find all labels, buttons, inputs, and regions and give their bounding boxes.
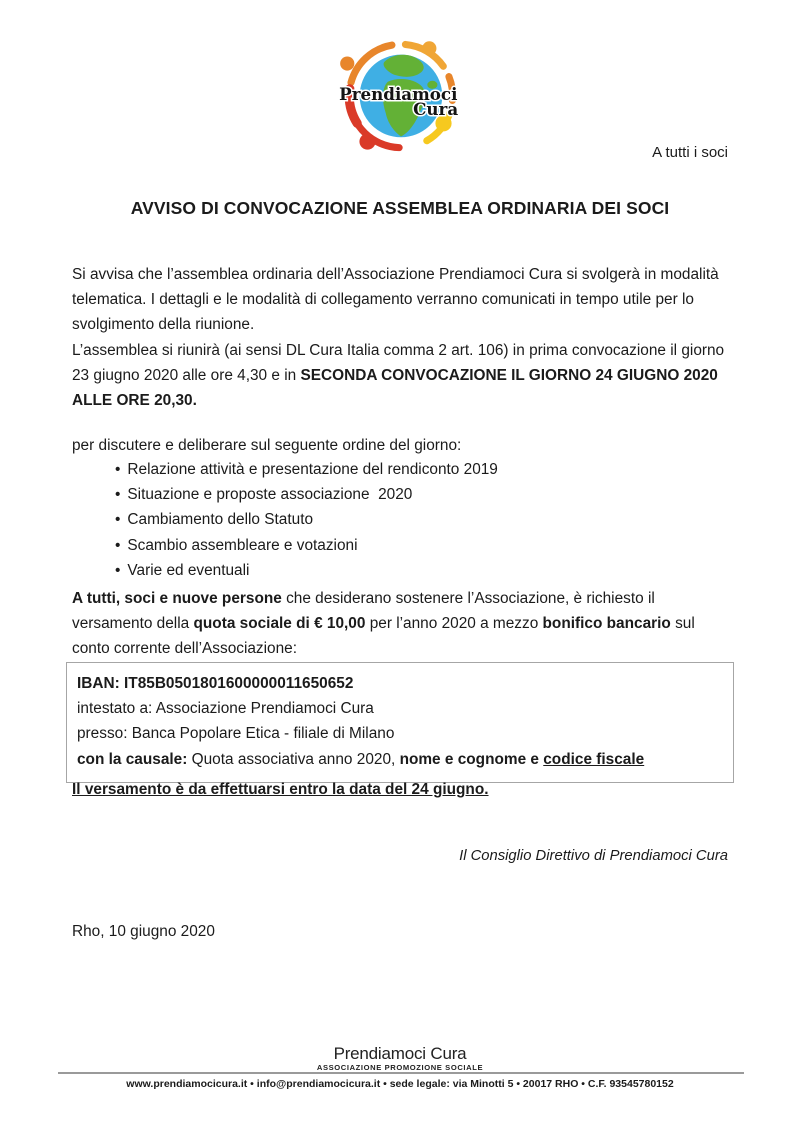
- payment-text: per l’anno 2020 a mezzo: [365, 615, 543, 633]
- fiscal-code-text: codice fiscale: [543, 750, 645, 768]
- agenda-item: [115, 457, 715, 482]
- iban-line: [77, 671, 723, 696]
- intro-paragraph: [72, 262, 732, 413]
- deadline-line: Il versamento è da effettuarsi entro la data del 24 giugno.: [72, 781, 489, 798]
- date-line: Rho, 10 giugno 2020: [72, 923, 215, 940]
- bullet-icon: •: [115, 536, 121, 554]
- bank-transfer-text: bonifico bancario: [542, 615, 671, 633]
- intro-text-2: [72, 338, 732, 414]
- agenda-item: [115, 507, 715, 532]
- signature-line: Il Consiglio Direttivo di Prendiamoci Cura: [459, 848, 728, 864]
- footer-subtitle: ASSOCIAZIONE PROMOZIONE SOCIALE: [316, 1063, 484, 1072]
- membership-fee-text: quota sociale di € 10,00: [193, 615, 366, 633]
- logo-word-1: Prendiamoci: [339, 84, 458, 105]
- bullet-icon: •: [115, 461, 121, 478]
- causale-line: [77, 747, 723, 772]
- causale-text: Quota associativa anno 2020,: [187, 750, 400, 768]
- bank-details-box: [66, 662, 734, 783]
- logo-word-2: Cura: [413, 99, 459, 120]
- payment-text: sul conto corrente dell’Associazione:: [72, 615, 695, 658]
- agenda-item-label: Scambio assembleare e votazioni: [127, 536, 358, 554]
- agenda-item: [115, 533, 715, 558]
- holder-line: intestato a: Associazione Prendiamoci Cura: [77, 700, 374, 718]
- agenda-lead: per discutere e deliberare sul seguente ordine del giorno:: [72, 437, 462, 454]
- agenda-list: [115, 457, 715, 583]
- logo-graphic: [328, 38, 480, 160]
- footer-divider: [58, 1072, 744, 1074]
- association-logo: [328, 38, 480, 160]
- agenda-item-label: Cambiamento dello Statuto: [127, 511, 314, 529]
- bank-line: presso: Banca Popolare Etica - filiale di Milano: [77, 725, 395, 743]
- iban-value: IBAN: IT85B0501801600000011650652: [77, 675, 354, 692]
- causale-label: con la causale:: [77, 750, 188, 768]
- agenda-item-label: Varie ed eventuali: [127, 561, 250, 579]
- recipient-line: A tutti i soci: [652, 144, 728, 161]
- intro-text-1: Si avvisa che l’assemblea ordinaria dell’Associazione Prendiamoci Cura si svolgerà in modalità telematica. I dettagli e le modalità di collegamento verranno comunicati in tempo utile per lo svolgimento della riunione.: [72, 266, 719, 334]
- agenda-item-label: Situazione e proposte associazione 2020: [127, 486, 413, 504]
- causale-name-text: nome e cognome e: [399, 750, 544, 768]
- bullet-icon: •: [115, 486, 121, 504]
- first-convocation-text: L’assemblea si riunirà (ai sensi DL Cura Italia comma 2 art. 106) in prima convocazione il giorno 23 giugno 2020 alle ore 4,30 e in: [72, 341, 725, 384]
- bullet-icon: •: [115, 561, 121, 579]
- agenda-item: [115, 482, 715, 507]
- footer-brand: Prendiamoci Cura: [333, 1044, 467, 1063]
- agenda-item: [115, 558, 715, 583]
- footer-contact: www.prendiamocicura.it • info@prendiamocicura.it • sede legale: via Minotti 5 • 20017 RHO • C.F. 93545780152: [126, 1078, 674, 1090]
- second-convocation-text: SECONDA CONVOCAZIONE IL GIORNO 24 GIUGNO 2020 ALLE ORE 20,30.: [72, 366, 718, 410]
- payment-audience-text: A tutti, soci e nuove persone: [72, 590, 282, 607]
- agenda-item-label: Relazione attività e presentazione del rendiconto 2019: [127, 461, 498, 478]
- payment-text: che desiderano sostenere l’Associazione, è richiesto il versamento della: [72, 590, 655, 633]
- bullet-icon: •: [115, 511, 121, 529]
- notice-title: AVVISO DI CONVOCAZIONE ASSEMBLEA ORDINARIA DEI SOCI: [130, 198, 670, 218]
- payment-paragraph: [72, 586, 732, 662]
